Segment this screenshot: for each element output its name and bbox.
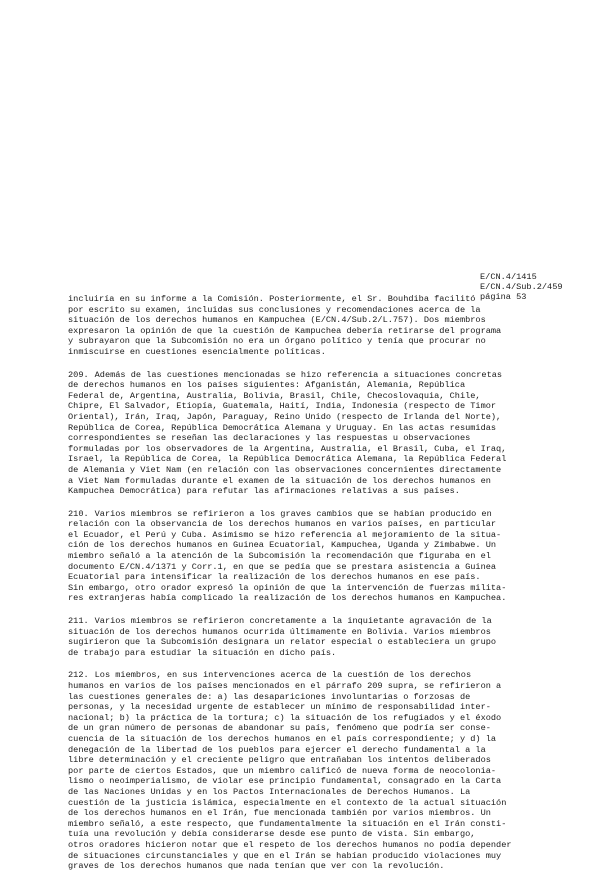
paragraph-212 <box>68 670 548 871</box>
document-symbol-1: E/CN.4/1415 <box>480 272 537 282</box>
paragraph-number: 209. <box>68 369 89 380</box>
document-body <box>68 294 548 872</box>
paragraph-210 <box>68 509 548 604</box>
paragraph-number: 210. <box>68 508 89 519</box>
paragraph-text: Además de las cuestiones mencionadas se hizo referencia a situaciones concretas de derechos humanos en los países siguientes: Afganistán, Alemania, República Federal de, Argentina, Australia, Bolivia, Brasil, Chile, Checoslovaquia, Chile, Chipre, El Salvador, Etiopía, Guatemala, Haití, India, Indonesia (respecto de Timor Oriental), Irán, Iraq, Japón, Paraguay, Reino Unido (respecto de Irlanda del Norte), República de Corea, República Democrática Alemana y Uruguay. En las actas resumidas correspondientes se reseñan las declaraciones y las respuestas u observaciones formuladas por los observadores de la Argentina, Australia, el Brasil, Cuba, el Iraq, Israel, la República de Corea, la República Democrática Alemana, la República Federal de Alemania y Viet Nam (en relación con las observaciones concernientes directamente a Viet Nam formuladas durante el examen de la situación de los derechos humanos en Kampuchea Democrática) para refutar las afirmaciones relativas a sus países. <box>68 369 507 497</box>
paragraph-text: Varios miembros se refirieron concretamente a la inquietante agravación de la situación de los derechos humanos ocurrida últimamente en Bolivia. Varios miembros sugirieron que la Subcomisión designara un relator especial o estableciera un grupo de trabajo para estudiar la situación en dicho país. <box>68 616 497 658</box>
page-number-label: página 53 <box>480 292 527 302</box>
paragraph-text: Varios miembros se refirieron a los graves cambios que se habían producido en relación con la observancia de los derechos humanos en varios países, en particular el Ecuador, el Perú y Cuba. Asimismo se hizo referencia al mejoramiento de la situa- ción de los derechos humanos en Guinea Ecuatorial, Kampuchea, Uganda y Zimbabwe. Un miembro señaló a la atención de la Subcomisión la recomendación que figuraba en el documento E/CN.4/1371 y Corr.1, en que se pedía que se prestara asistencia a Guinea Ecuatorial para intensificar la realización de los derechos humanos en ese país. Sin embargo, otro orador expresó la opinión de que la intervención de fuerzas milita- res extranjeras había complicado la realización de los derechos humanos en Kampuchea. <box>68 508 507 604</box>
paragraph-number: 211. <box>68 616 89 627</box>
paragraph-continuation <box>68 294 548 358</box>
paragraph-number: 212. <box>68 670 89 681</box>
paragraph-text: Los miembros, en sus intervenciones acerca de la cuestión de los derechos humanos en varios de los países mencionados en el párrafo 209 supra, se refirieron a las cuestiones generales de: a) las desapariciones involuntarias o forzosas de personas, y la necesidad urgente de establecer un mínimo de responsabilidad inter- nacional; b) la práctica de la tortura; c) la situación de los refugiados y el éxodo de un gran número de personas de abandonar su país, fenómeno que podría ser conse- cuencia de la situación de los derechos humanos en el país correspondiente; y d) la denegación de la libertad de los pueblos para ejercer el derecho fundamental a la libre determinación y el creciente peligro que entrañaban los intentos deliberados por parte de ciertos Estados, que un miembro calificó de nueva forma de neocolonia- lismo o neoimperialismo, de violar ese principio fundamental, consagrado en la Carta de las Naciones Unidas y en los Pactos Internacionales de Derechos Humanos. La cuestión de la justicia islámica, especialmente en el contexto de la actual situación de los derechos humanos en el Irán, fue mencionada también por varios miembros. Un miembro señaló, a este respecto, que fundamentalmente la situación en el Irán consti- tuía una revolución y debía considerarse desde ese punto de vista. Sin embargo, otros oradores hicieron notar que el respeto de los derechos humanos no podía depender de situaciones circunstanciales y que en el Irán se habían producido violaciones muy graves de los derechos humanos que nada tenían que ver con la revolución. <box>68 670 512 872</box>
paragraph-211 <box>68 616 548 658</box>
paragraph-text: incluiría en su informe a la Comisión. Posteriormente, el Sr. Bouhdiba facilitó por escrito su examen, incluidas sus conclusiones y recomendaciones acerca de la situación de los derechos humanos en Kampuchea (E/CN.4/Sub.2/L.757). Dos miembros expresaron la opinión de que la cuestión de Kampuchea debería retirarse del programa y subrayaron que la Subcomisión no era un órgano político y tenía que procurar no inmiscuirse en cuestiones esencialmente políticas. <box>68 294 502 357</box>
document-symbol-2: E/CN.4/Sub.2/459 <box>480 282 563 292</box>
paragraph-209 <box>68 370 548 497</box>
